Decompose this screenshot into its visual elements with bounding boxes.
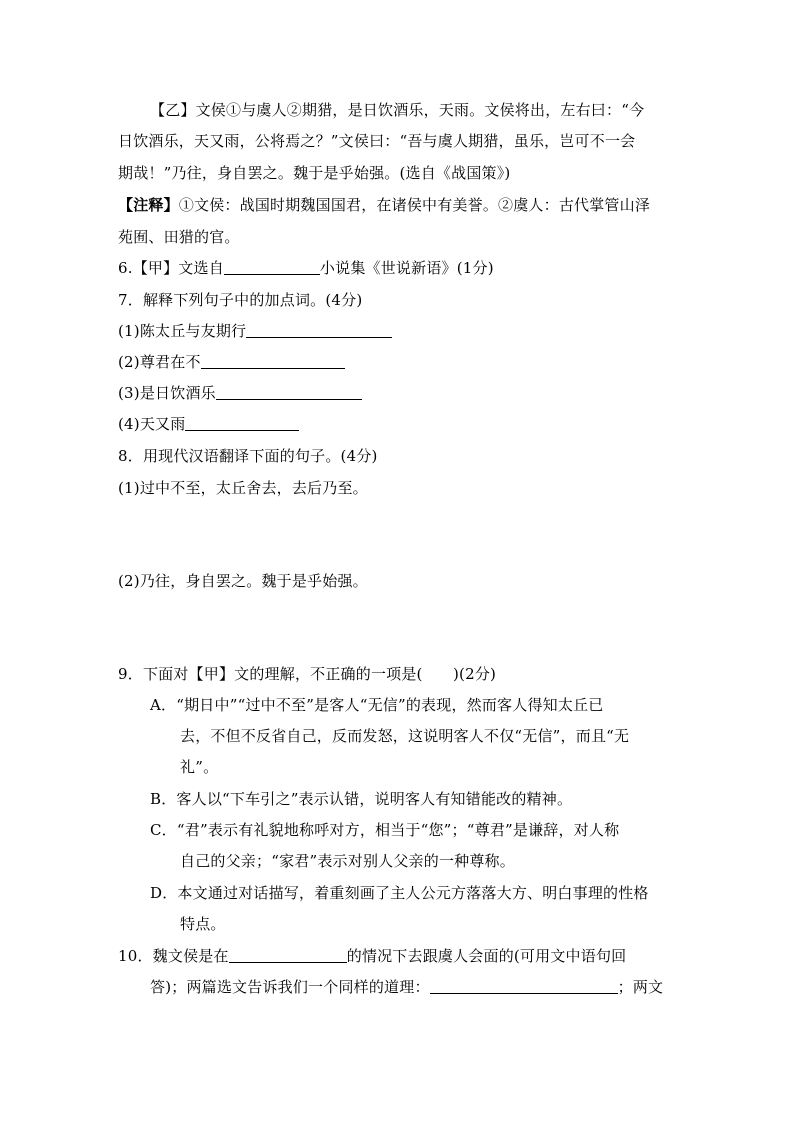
passage-yi-line-2: 日饮酒乐，天又雨，公将焉之？”文侯曰：“吾与虞人期猎，虽乐，岂可不一会 xyxy=(118,132,636,150)
q6-suffix: 小说集《世说新语》(1分) xyxy=(319,259,494,277)
q9-option-a-line-3: 礼”。 xyxy=(180,758,219,776)
question-6 xyxy=(118,257,678,279)
q9-option-a-line-1: A．“期日中”“过中不至”是客人“无信”的表现，然而客人得知太丘已 xyxy=(150,696,604,714)
q8-sentence-2: (2)乃往，身自罢之。魏于是乎始强。 xyxy=(118,572,368,590)
q6-prefix: 6.【甲】文选自 xyxy=(118,259,224,277)
q10-mid: 的情况下去跟虞人会面的(可用文中语句回 xyxy=(346,947,627,965)
q10-blank-2[interactable] xyxy=(430,977,618,994)
q7-item-4-text: (4)天又雨 xyxy=(118,415,186,433)
q7-item-2-blank[interactable] xyxy=(201,352,345,369)
q10-line2-text: 答)；两篇选文告诉我们一个同样的道理： xyxy=(150,978,430,996)
q10-prefix: 10．魏文侯是在 xyxy=(118,947,229,965)
q7-item-2-text: (2)尊君在不 xyxy=(118,353,201,371)
q10-blank-1[interactable] xyxy=(229,946,347,963)
passage-yi-line-3: 期哉！”乃往，身自罢之。魏于是乎始强。(选自《战国策》) xyxy=(118,164,511,182)
question-10-line-2 xyxy=(150,976,710,998)
q9-option-c-line-1: C．“君”表示有礼貌地称呼对方，相当于“您”；“尊君”是谦辞，对人称 xyxy=(150,821,620,839)
question-7-stem: 7．解释下列句子中的加点词。(4分) xyxy=(118,291,363,309)
q6-answer-blank[interactable] xyxy=(224,258,320,275)
q8-sentence-1: (1)过中不至，太丘舍去，去后乃至。 xyxy=(118,479,368,497)
q7-item-3-blank[interactable] xyxy=(216,383,362,400)
q7-item-1-text: (1)陈太丘与友期行 xyxy=(118,322,247,340)
q9-option-c-line-2: 自己的父亲；“家君”表示对别人父亲的一种尊称。 xyxy=(180,852,515,870)
notes-line-1 xyxy=(118,194,678,216)
q9-option-b: B．客人以“下车引之”表示认错，说明客人有知错能改的精神。 xyxy=(150,790,573,808)
q7-item-2 xyxy=(118,351,678,373)
q7-item-3-text: (3)是日饮酒乐 xyxy=(118,384,216,402)
q7-item-4-blank[interactable] xyxy=(185,414,299,431)
passage-yi-line-1: 【乙】文侯①与虞人②期猎，是日饮酒乐，天雨。文侯将出，左右曰：“今 xyxy=(150,101,645,119)
question-8-stem: 8．用现代汉语翻译下面的句子。(4分) xyxy=(118,447,378,465)
q9-option-d-line-2: 特点。 xyxy=(180,915,226,933)
q9-option-a-line-2: 去，不但不反省自己，反而发怒，这说明客人不仅“无信”，而且“无 xyxy=(180,727,630,745)
q7-item-3 xyxy=(118,382,678,404)
q9-option-d-line-1: D．本文通过对话描写，着重刻画了主人公元方落落大方、明白事理的性格 xyxy=(150,884,649,902)
q7-item-1 xyxy=(118,320,678,342)
q7-item-4 xyxy=(118,413,678,435)
notes-line-2: 苑囿、田猎的官。 xyxy=(118,228,240,246)
question-9-stem: 9．下面对【甲】文的理解，不正确的一项是( )(2分) xyxy=(118,665,497,683)
notes-label: 【注释】 xyxy=(118,196,179,214)
notes-text: ①文侯：战国时期魏国国君，在诸侯中有美誉。②虞人：古代掌管山泽 xyxy=(178,196,651,214)
question-10-line-1 xyxy=(118,945,678,967)
q10-line2-suffix: ；两文 xyxy=(617,978,664,996)
q7-item-1-blank[interactable] xyxy=(246,321,392,338)
